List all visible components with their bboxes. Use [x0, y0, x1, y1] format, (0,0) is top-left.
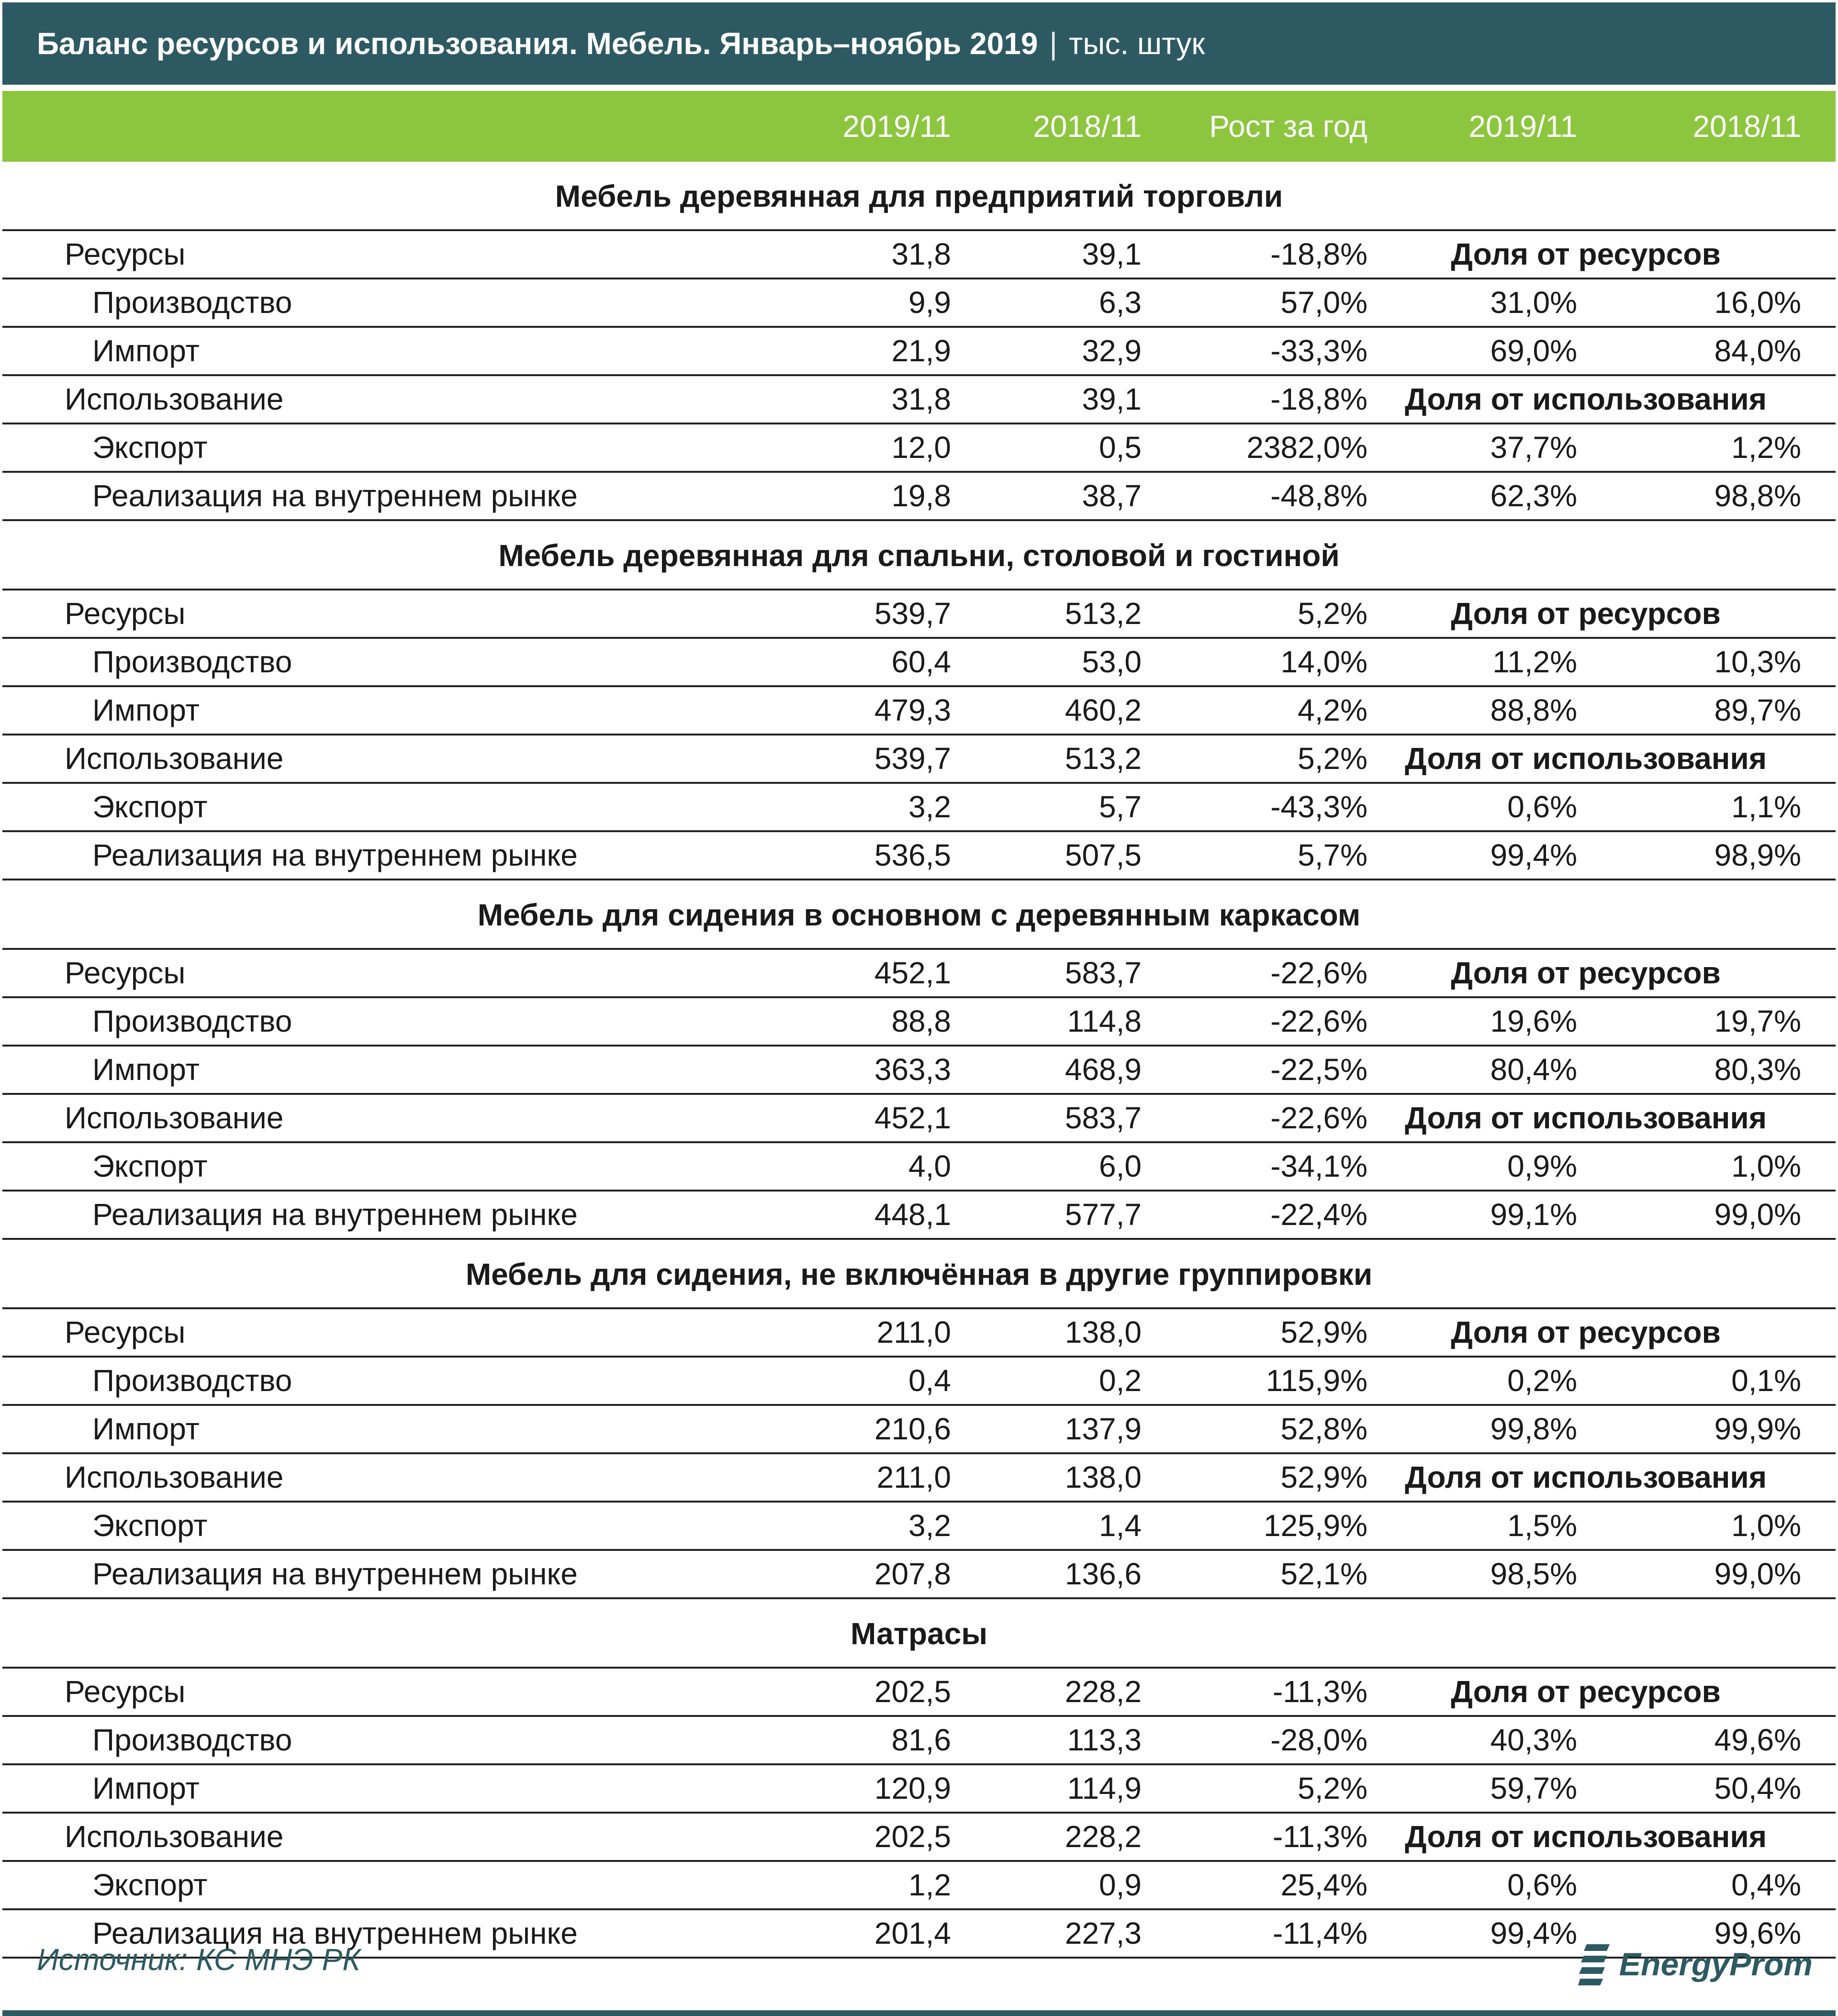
row-label: Реализация на внутреннем рынке: [92, 479, 578, 513]
value-cell: 99,6%: [1714, 1916, 1801, 1950]
value-cell: 211,0: [876, 1460, 951, 1494]
value-cell: 40,3%: [1490, 1723, 1577, 1757]
row-label: Ресурсы: [65, 1315, 186, 1349]
value-cell: 88,8: [891, 1004, 951, 1038]
value-cell: 16,0%: [1714, 285, 1801, 320]
value-cell: 98,5%: [1490, 1557, 1577, 1591]
share-subheader: Доля от ресурсов: [1451, 956, 1721, 990]
value-cell: 31,8: [891, 382, 951, 416]
value-cell: 207,8: [874, 1557, 951, 1591]
row-label: Использование: [65, 382, 284, 416]
footer: [2, 1933, 1836, 2016]
value-cell: 5,7: [1099, 790, 1142, 824]
value-cell: -33,3%: [1270, 334, 1367, 368]
value-cell: 50,4%: [1714, 1771, 1801, 1805]
value-cell: 0,4: [908, 1363, 951, 1398]
value-cell: 5,2%: [1298, 741, 1367, 776]
row-label: Использование: [65, 1101, 284, 1135]
value-cell: -22,6%: [1270, 956, 1367, 990]
table-row: [2, 1503, 1836, 1551]
value-cell: 62,3%: [1490, 479, 1577, 513]
value-cell: 1,4: [1099, 1508, 1142, 1543]
value-cell: 52,9%: [1280, 1460, 1367, 1494]
row-label: Импорт: [92, 334, 200, 368]
energyprom-logo: [1578, 1938, 1813, 1991]
value-cell: 227,3: [1065, 1916, 1142, 1950]
balance-table: [2, 162, 1836, 1959]
value-cell: 138,0: [1065, 1315, 1142, 1349]
row-label: Импорт: [92, 1412, 200, 1446]
value-cell: 452,1: [874, 956, 951, 990]
value-cell: 0,9%: [1507, 1149, 1577, 1183]
value-cell: 39,1: [1082, 237, 1142, 271]
value-cell: 6,3: [1099, 285, 1142, 320]
value-cell: 0,6%: [1507, 790, 1577, 824]
column-header-2019: 2019/11: [842, 109, 951, 144]
value-cell: 113,3: [1067, 1723, 1142, 1757]
table-row: [2, 784, 1836, 832]
row-label: Производство: [92, 1363, 292, 1398]
energyprom-logo-icon: [1578, 1941, 1612, 1987]
value-cell: 3,2: [908, 790, 951, 824]
value-cell: 4,0: [908, 1149, 951, 1183]
value-cell: 19,6%: [1490, 1004, 1577, 1038]
share-subheader: Доля от ресурсов: [1451, 1674, 1721, 1709]
table-row: [2, 231, 1836, 279]
value-cell: 228,2: [1065, 1819, 1142, 1854]
table-row: [2, 1309, 1836, 1358]
row-label: Экспорт: [92, 1508, 208, 1543]
value-cell: -28,0%: [1270, 1723, 1367, 1757]
value-cell: 81,6: [891, 1723, 951, 1757]
bottom-divider: [2, 2010, 1836, 2016]
value-cell: 19,8: [891, 479, 951, 513]
value-cell: 536,5: [874, 838, 951, 872]
table-row: [2, 328, 1836, 376]
value-cell: 39,1: [1082, 382, 1142, 416]
row-label: Экспорт: [92, 790, 208, 824]
value-cell: 583,7: [1065, 956, 1142, 990]
value-cell: 202,5: [874, 1819, 951, 1854]
value-cell: 507,5: [1065, 838, 1142, 872]
value-cell: 84,0%: [1714, 334, 1801, 368]
row-label: Импорт: [92, 693, 200, 727]
value-cell: 9,9: [908, 285, 951, 320]
value-cell: 468,9: [1065, 1052, 1142, 1087]
value-cell: 138,0: [1065, 1460, 1142, 1494]
value-cell: 99,0%: [1714, 1197, 1801, 1232]
section-title: Матрасы: [2, 1599, 1836, 1669]
row-label: Производство: [92, 645, 292, 679]
value-cell: 21,9: [891, 334, 951, 368]
value-cell: 31,8: [891, 237, 951, 271]
share-subheader: Доля от использования: [1404, 1101, 1767, 1135]
value-cell: 99,0%: [1714, 1557, 1801, 1591]
value-cell: -11,4%: [1272, 1916, 1367, 1950]
value-cell: 0,6%: [1507, 1868, 1577, 1902]
table-row: [2, 1358, 1836, 1406]
table-row: [2, 950, 1836, 998]
value-cell: 448,1: [874, 1197, 951, 1232]
share-subheader: Доля от ресурсов: [1451, 1315, 1721, 1349]
value-cell: -34,1%: [1270, 1149, 1367, 1183]
value-cell: 99,1%: [1490, 1197, 1577, 1232]
value-cell: 577,7: [1065, 1197, 1142, 1232]
value-cell: 452,1: [874, 1101, 951, 1135]
table-row: [2, 998, 1836, 1047]
value-cell: 0,1%: [1731, 1363, 1801, 1398]
row-label: Ресурсы: [65, 1674, 186, 1709]
value-cell: 57,0%: [1280, 285, 1367, 320]
value-cell: 120,9: [874, 1771, 951, 1805]
value-cell: -22,5%: [1270, 1052, 1367, 1087]
share-subheader: Доля от использования: [1404, 382, 1767, 416]
share-subheader: Доля от использования: [1404, 1460, 1767, 1494]
value-cell: 52,1%: [1280, 1557, 1367, 1591]
row-label: Импорт: [92, 1771, 200, 1805]
table-row: [2, 735, 1836, 784]
table-row: [2, 376, 1836, 424]
table-row: [2, 1454, 1836, 1503]
value-cell: 98,9%: [1714, 838, 1801, 872]
row-label: Производство: [92, 1723, 292, 1757]
table-title-bar: [2, 2, 1836, 85]
value-cell: 115,9%: [1266, 1363, 1367, 1398]
table-row: [2, 424, 1836, 473]
table-row: [2, 1095, 1836, 1143]
value-cell: 0,2: [1099, 1363, 1142, 1398]
value-cell: -22,6%: [1270, 1101, 1367, 1135]
value-cell: 210,6: [874, 1412, 951, 1446]
value-cell: 2382,0%: [1246, 430, 1367, 465]
value-cell: 59,7%: [1490, 1771, 1577, 1805]
value-cell: 89,7%: [1714, 693, 1801, 727]
logo-text: EnergyProm: [1619, 1946, 1813, 1983]
table-row: [2, 1143, 1836, 1192]
value-cell: 363,3: [874, 1052, 951, 1087]
row-label: Производство: [92, 1004, 292, 1038]
value-cell: 228,2: [1065, 1674, 1142, 1709]
value-cell: 49,6%: [1714, 1723, 1801, 1757]
value-cell: 0,4%: [1731, 1868, 1801, 1902]
value-cell: 539,7: [874, 741, 951, 776]
row-label: Импорт: [92, 1052, 200, 1087]
value-cell: 211,0: [876, 1315, 951, 1349]
value-cell: 0,2%: [1507, 1363, 1577, 1398]
share-subheader: Доля от ресурсов: [1451, 237, 1721, 271]
section-title: Мебель для сидения в основном с деревянным каркасом: [2, 880, 1836, 950]
value-cell: 479,3: [874, 693, 951, 727]
value-cell: 99,9%: [1714, 1412, 1801, 1446]
value-cell: 1,0%: [1731, 1508, 1801, 1543]
value-cell: 1,5%: [1507, 1508, 1577, 1543]
value-cell: -22,4%: [1270, 1197, 1367, 1232]
table-row: [2, 1717, 1836, 1765]
row-label: Экспорт: [92, 1868, 208, 1902]
column-header-growth: Рост за год: [1209, 109, 1367, 144]
value-cell: 69,0%: [1490, 334, 1577, 368]
section-title: Мебель деревянная для предприятий торговли: [2, 162, 1836, 231]
value-cell: 460,2: [1065, 693, 1142, 727]
value-cell: 99,4%: [1490, 1916, 1577, 1950]
table-row: [2, 1047, 1836, 1095]
section-title: Мебель деревянная для спальни, столовой и гостиной: [2, 521, 1836, 590]
value-cell: 5,2%: [1298, 1771, 1367, 1805]
value-cell: 114,8: [1067, 1004, 1142, 1038]
value-cell: 114,9: [1067, 1771, 1142, 1805]
section-title: Мебель для сидения, не включённая в другие группировки: [2, 1240, 1836, 1309]
table-row: [2, 590, 1836, 639]
value-cell: -22,6%: [1270, 1004, 1367, 1038]
value-cell: 0,5: [1099, 430, 1142, 465]
value-cell: 80,3%: [1714, 1052, 1801, 1087]
title-separator: |: [1049, 26, 1058, 61]
value-cell: -18,8%: [1270, 382, 1367, 416]
value-cell: 99,4%: [1490, 838, 1577, 872]
value-cell: 201,4: [874, 1916, 951, 1950]
row-label: Ресурсы: [65, 956, 186, 990]
table-row: [2, 832, 1836, 880]
value-cell: -11,3%: [1272, 1674, 1367, 1709]
table-row: [2, 687, 1836, 735]
value-cell: 11,2%: [1492, 645, 1577, 679]
value-cell: 125,9%: [1263, 1508, 1367, 1543]
value-cell: 513,2: [1065, 741, 1142, 776]
value-cell: 98,8%: [1714, 479, 1801, 513]
table-title: Баланс ресурсов и использования. Мебель. Январь–ноябрь 2019: [37, 26, 1038, 61]
value-cell: 0,9: [1099, 1868, 1142, 1902]
value-cell: 99,8%: [1490, 1412, 1577, 1446]
value-cell: 12,0: [891, 430, 951, 465]
row-label: Реализация на внутреннем рынке: [92, 1557, 578, 1591]
value-cell: 5,2%: [1298, 596, 1367, 631]
value-cell: 513,2: [1065, 596, 1142, 631]
value-cell: 37,7%: [1490, 430, 1577, 465]
value-cell: 14,0%: [1280, 645, 1367, 679]
share-subheader: Доля от использования: [1404, 741, 1767, 776]
table-row: [2, 1862, 1836, 1910]
table-unit: тыс. штук: [1069, 26, 1205, 61]
row-label: Ресурсы: [65, 596, 186, 631]
row-label: Ресурсы: [65, 237, 186, 271]
value-cell: 202,5: [874, 1674, 951, 1709]
value-cell: 583,7: [1065, 1101, 1142, 1135]
column-header-row: [2, 91, 1836, 162]
value-cell: 52,8%: [1280, 1412, 1367, 1446]
value-cell: 1,1%: [1731, 790, 1801, 824]
value-cell: 6,0: [1099, 1149, 1142, 1183]
value-cell: 137,9: [1065, 1412, 1142, 1446]
value-cell: 32,9: [1082, 334, 1142, 368]
column-header-share-2018: 2018/11: [1692, 109, 1801, 144]
row-label: Использование: [65, 1460, 284, 1494]
value-cell: 88,8%: [1490, 693, 1577, 727]
row-label: Экспорт: [92, 1149, 208, 1183]
value-cell: 38,7: [1082, 479, 1142, 513]
value-cell: -43,3%: [1270, 790, 1367, 824]
value-cell: 3,2: [908, 1508, 951, 1543]
row-label: Использование: [65, 741, 284, 776]
value-cell: 53,0: [1082, 645, 1142, 679]
value-cell: 1,2%: [1731, 430, 1801, 465]
table-row: [2, 473, 1836, 521]
row-label: Реализация на внутреннем рынке: [92, 1916, 578, 1950]
table-row: [2, 1669, 1836, 1717]
value-cell: 4,2%: [1298, 693, 1367, 727]
value-cell: -11,3%: [1272, 1819, 1367, 1854]
value-cell: 1,2: [908, 1868, 951, 1902]
value-cell: 25,4%: [1280, 1868, 1367, 1902]
value-cell: 52,9%: [1280, 1315, 1367, 1349]
table-row: [2, 639, 1836, 687]
table-row: [2, 1551, 1836, 1599]
table-row: [2, 1406, 1836, 1454]
table-row: [2, 1814, 1836, 1862]
source-note: Источник: КС МНЭ РК: [37, 1942, 360, 1977]
column-header-share-2019: 2019/11: [1468, 109, 1577, 144]
share-subheader: Доля от использования: [1404, 1819, 1767, 1854]
value-cell: 5,7%: [1298, 838, 1367, 872]
table-row: [2, 1765, 1836, 1814]
row-label: Экспорт: [92, 430, 208, 465]
value-cell: -18,8%: [1270, 237, 1367, 271]
share-subheader: Доля от ресурсов: [1451, 596, 1721, 631]
value-cell: 539,7: [874, 596, 951, 631]
value-cell: 31,0%: [1490, 285, 1577, 320]
table-row: [2, 279, 1836, 328]
value-cell: 1,0%: [1731, 1149, 1801, 1183]
value-cell: 136,6: [1065, 1557, 1142, 1591]
value-cell: 19,7%: [1714, 1004, 1801, 1038]
value-cell: 80,4%: [1490, 1052, 1577, 1087]
row-label: Реализация на внутреннем рынке: [92, 1197, 578, 1232]
value-cell: -48,8%: [1270, 479, 1367, 513]
row-label: Производство: [92, 285, 292, 320]
row-label: Использование: [65, 1819, 284, 1854]
column-header-2018: 2018/11: [1033, 109, 1142, 144]
value-cell: 60,4: [891, 645, 951, 679]
table-row: [2, 1192, 1836, 1240]
value-cell: 10,3%: [1714, 645, 1801, 679]
row-label: Реализация на внутреннем рынке: [92, 838, 578, 872]
